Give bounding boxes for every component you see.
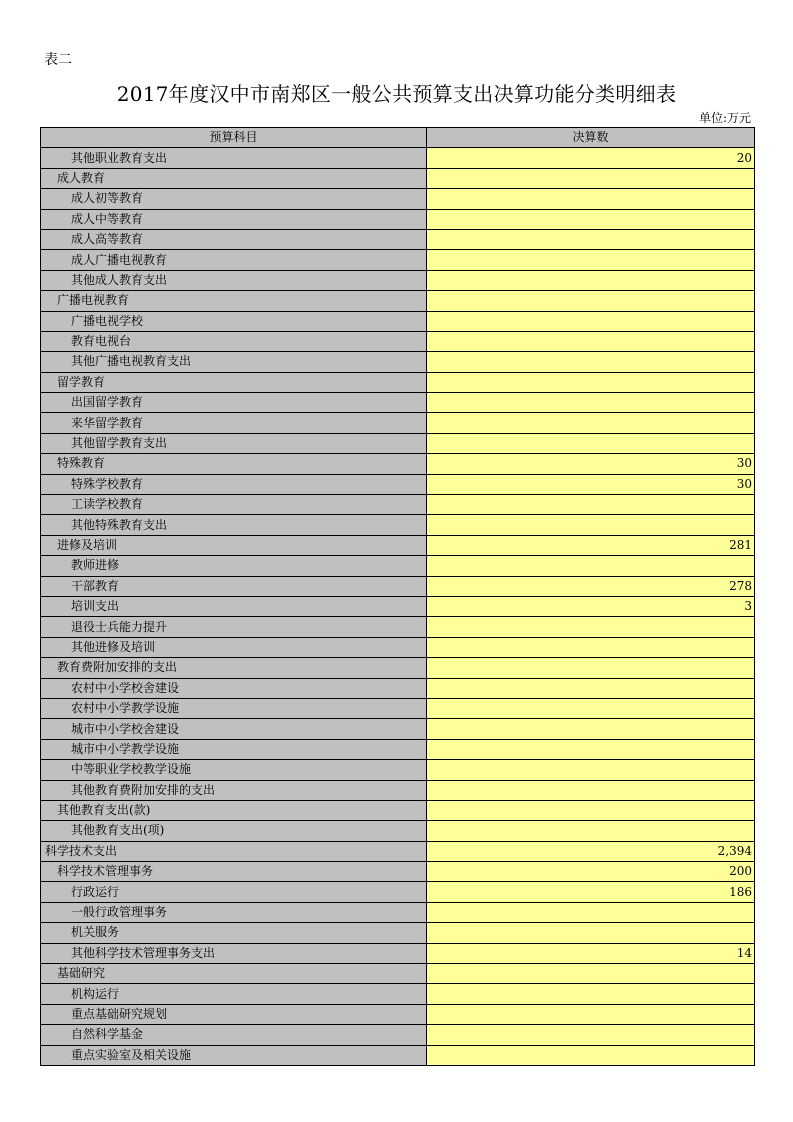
final-amount-cell bbox=[427, 698, 755, 718]
budget-item-name: 成人中等教育 bbox=[41, 209, 427, 229]
table-row bbox=[41, 1004, 755, 1024]
budget-item-name: 中等职业学校教学设施 bbox=[41, 760, 427, 780]
budget-item-name: 成人高等教育 bbox=[41, 229, 427, 249]
budget-item-name: 广播电视学校 bbox=[41, 311, 427, 331]
table-row bbox=[41, 800, 755, 820]
budget-item-name: 特殊学校教育 bbox=[41, 474, 427, 494]
table-row bbox=[41, 678, 755, 698]
final-amount-cell: 200 bbox=[427, 862, 755, 882]
final-amount-cell bbox=[427, 291, 755, 311]
final-amount-cell bbox=[427, 923, 755, 943]
final-amount-cell bbox=[427, 964, 755, 984]
final-amount-cell bbox=[427, 1004, 755, 1024]
budget-item-name: 科学技术支出 bbox=[41, 841, 427, 861]
table-row bbox=[41, 760, 755, 780]
table-row bbox=[41, 250, 755, 270]
final-amount-cell bbox=[427, 229, 755, 249]
table-row bbox=[41, 964, 755, 984]
table-row bbox=[41, 148, 755, 168]
budget-item-name: 来华留学教育 bbox=[41, 413, 427, 433]
table-row bbox=[41, 495, 755, 515]
budget-item-name: 成人初等教育 bbox=[41, 189, 427, 209]
table-number-label: 表二 bbox=[44, 52, 72, 68]
table-row bbox=[41, 535, 755, 555]
final-amount-cell bbox=[427, 250, 755, 270]
header-budget-item: 预算科目 bbox=[41, 128, 427, 148]
budget-item-name: 成人广播电视教育 bbox=[41, 250, 427, 270]
final-amount-cell bbox=[427, 1025, 755, 1045]
final-amount-cell: 2,394 bbox=[427, 841, 755, 861]
table-row bbox=[41, 984, 755, 1004]
table-row bbox=[41, 698, 755, 718]
final-amount-cell: 186 bbox=[427, 882, 755, 902]
table-row bbox=[41, 1045, 755, 1065]
table-row bbox=[41, 352, 755, 372]
budget-item-name: 教育电视台 bbox=[41, 331, 427, 351]
budget-item-name: 其他职业教育支出 bbox=[41, 148, 427, 168]
final-amount-cell bbox=[427, 372, 755, 392]
budget-item-name: 机构运行 bbox=[41, 984, 427, 1004]
final-amount-cell bbox=[427, 984, 755, 1004]
budget-item-name: 其他教育支出(项) bbox=[41, 821, 427, 841]
final-amount-cell bbox=[427, 515, 755, 535]
final-amount-cell bbox=[427, 760, 755, 780]
budget-item-name: 留学教育 bbox=[41, 372, 427, 392]
table-row bbox=[41, 1025, 755, 1045]
table-row bbox=[41, 780, 755, 800]
final-amount-cell bbox=[427, 270, 755, 290]
table-row bbox=[41, 739, 755, 759]
final-amount-cell bbox=[427, 780, 755, 800]
table-row bbox=[41, 658, 755, 678]
final-amount-cell bbox=[427, 800, 755, 820]
final-amount-cell: 278 bbox=[427, 576, 755, 596]
budget-item-name: 特殊教育 bbox=[41, 454, 427, 474]
table-body bbox=[41, 148, 755, 1066]
budget-item-name: 城市中小学教学设施 bbox=[41, 739, 427, 759]
final-amount-cell bbox=[427, 168, 755, 188]
budget-item-name: 教育费附加安排的支出 bbox=[41, 658, 427, 678]
table-row bbox=[41, 209, 755, 229]
budget-item-name: 退役士兵能力提升 bbox=[41, 617, 427, 637]
budget-item-name: 培训支出 bbox=[41, 596, 427, 616]
table-row bbox=[41, 596, 755, 616]
budget-item-name: 成人教育 bbox=[41, 168, 427, 188]
budget-item-name: 教师进修 bbox=[41, 556, 427, 576]
budget-item-name: 其他教育支出(款) bbox=[41, 800, 427, 820]
budget-item-name: 机关服务 bbox=[41, 923, 427, 943]
final-amount-cell bbox=[427, 1045, 755, 1065]
budget-item-name: 进修及培训 bbox=[41, 535, 427, 555]
final-amount-cell bbox=[427, 739, 755, 759]
budget-item-name: 基础研究 bbox=[41, 964, 427, 984]
budget-item-name: 农村中小学校舍建设 bbox=[41, 678, 427, 698]
budget-item-name: 其他特殊教育支出 bbox=[41, 515, 427, 535]
budget-item-name: 工读学校教育 bbox=[41, 495, 427, 515]
final-amount-cell bbox=[427, 413, 755, 433]
budget-item-name: 其他科学技术管理事务支出 bbox=[41, 943, 427, 963]
budget-item-name: 行政运行 bbox=[41, 882, 427, 902]
budget-item-name: 科学技术管理事务 bbox=[41, 862, 427, 882]
final-amount-cell: 30 bbox=[427, 454, 755, 474]
table-row bbox=[41, 393, 755, 413]
budget-item-name: 干部教育 bbox=[41, 576, 427, 596]
unit-label: 单位:万元 bbox=[698, 111, 751, 125]
table-row bbox=[41, 821, 755, 841]
budget-item-name: 其他教育费附加安排的支出 bbox=[41, 780, 427, 800]
final-amount-cell bbox=[427, 617, 755, 637]
final-amount-cell bbox=[427, 331, 755, 351]
table-row bbox=[41, 943, 755, 963]
table-row bbox=[41, 331, 755, 351]
table-row bbox=[41, 474, 755, 494]
table-row bbox=[41, 372, 755, 392]
final-amount-cell: 14 bbox=[427, 943, 755, 963]
table-row bbox=[41, 229, 755, 249]
budget-item-name: 重点实验室及相关设施 bbox=[41, 1045, 427, 1065]
final-amount-cell bbox=[427, 393, 755, 413]
final-amount-cell bbox=[427, 658, 755, 678]
header-final-amount: 决算数 bbox=[427, 128, 755, 148]
budget-item-name: 其他留学教育支出 bbox=[41, 433, 427, 453]
table-row bbox=[41, 454, 755, 474]
table-row bbox=[41, 841, 755, 861]
table-row bbox=[41, 617, 755, 637]
budget-item-name: 城市中小学校舍建设 bbox=[41, 719, 427, 739]
budget-item-name: 其他广播电视教育支出 bbox=[41, 352, 427, 372]
final-amount-cell: 20 bbox=[427, 148, 755, 168]
budget-item-name: 其他进修及培训 bbox=[41, 637, 427, 657]
final-amount-cell: 3 bbox=[427, 596, 755, 616]
table-row bbox=[41, 902, 755, 922]
table-row bbox=[41, 515, 755, 535]
final-amount-cell bbox=[427, 821, 755, 841]
table-row bbox=[41, 311, 755, 331]
table-row bbox=[41, 556, 755, 576]
table-row bbox=[41, 719, 755, 739]
table-row bbox=[41, 882, 755, 902]
budget-item-name: 出国留学教育 bbox=[41, 393, 427, 413]
budget-item-name: 其他成人教育支出 bbox=[41, 270, 427, 290]
final-amount-cell bbox=[427, 189, 755, 209]
final-amount-cell bbox=[427, 352, 755, 372]
budget-table bbox=[40, 127, 755, 1066]
final-amount-cell bbox=[427, 209, 755, 229]
final-amount-cell bbox=[427, 433, 755, 453]
budget-item-name: 广播电视教育 bbox=[41, 291, 427, 311]
final-amount-cell bbox=[427, 678, 755, 698]
final-amount-cell bbox=[427, 556, 755, 576]
table-row bbox=[41, 433, 755, 453]
budget-item-name: 重点基础研究规划 bbox=[41, 1004, 427, 1024]
table-row bbox=[41, 413, 755, 433]
table-row bbox=[41, 576, 755, 596]
final-amount-cell bbox=[427, 495, 755, 515]
table-row bbox=[41, 862, 755, 882]
table-row bbox=[41, 168, 755, 188]
final-amount-cell bbox=[427, 719, 755, 739]
table-row bbox=[41, 291, 755, 311]
table-header-row bbox=[41, 128, 755, 148]
final-amount-cell: 281 bbox=[427, 535, 755, 555]
page-title: 2017年度汉中市南郑区一般公共预算支出决算功能分类明细表 bbox=[116, 82, 677, 106]
budget-item-name: 自然科学基金 bbox=[41, 1025, 427, 1045]
final-amount-cell bbox=[427, 637, 755, 657]
table-row bbox=[41, 923, 755, 943]
budget-item-name: 一般行政管理事务 bbox=[41, 902, 427, 922]
table-row bbox=[41, 189, 755, 209]
budget-item-name: 农村中小学教学设施 bbox=[41, 698, 427, 718]
final-amount-cell: 30 bbox=[427, 474, 755, 494]
final-amount-cell bbox=[427, 311, 755, 331]
final-amount-cell bbox=[427, 902, 755, 922]
table-row bbox=[41, 637, 755, 657]
table-row bbox=[41, 270, 755, 290]
